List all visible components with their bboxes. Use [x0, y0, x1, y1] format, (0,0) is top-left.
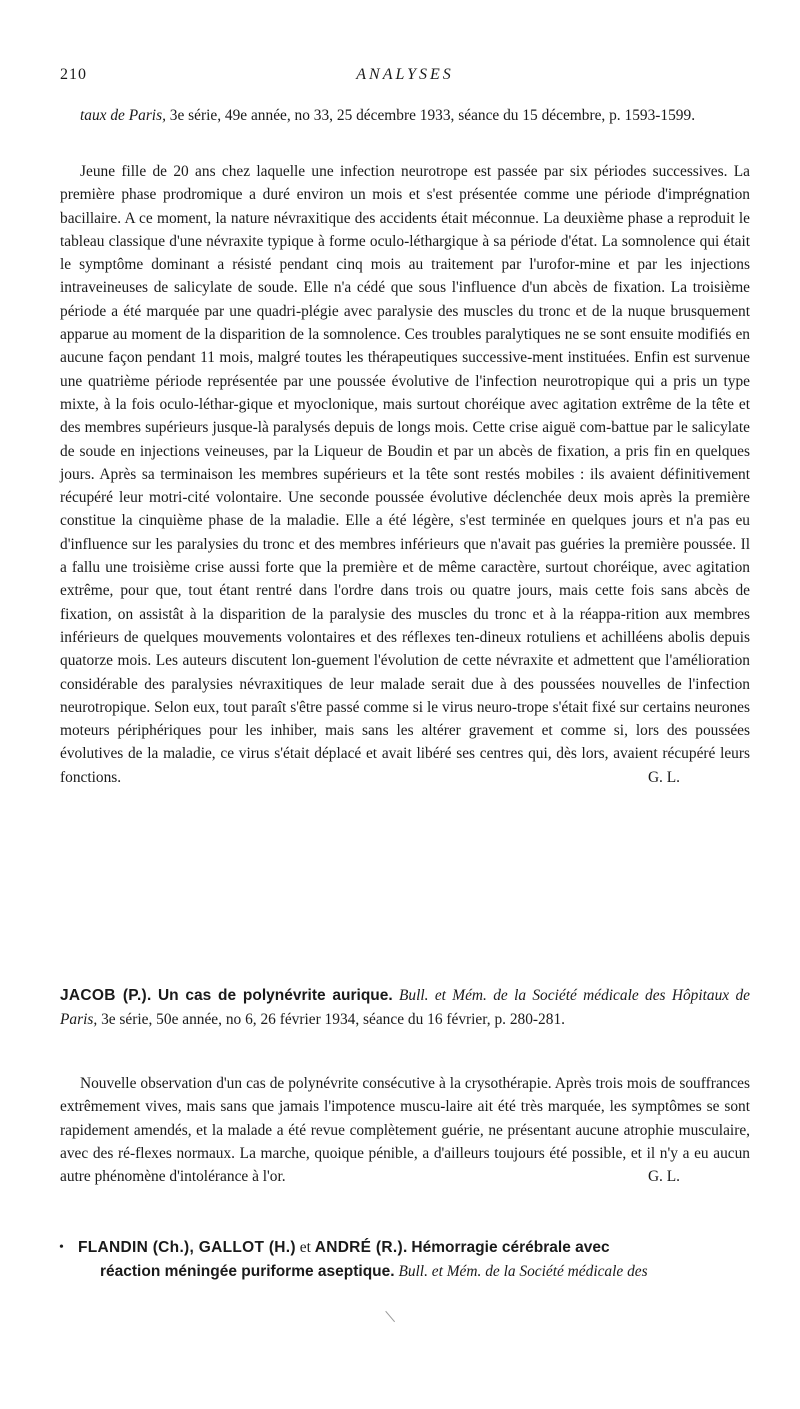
journal-tail: taux de Paris, [80, 107, 166, 124]
entry-title: Un cas de polynévrite aurique. [157, 987, 393, 1004]
entry-journal: Bull. et Mém. de la Société médicale des [398, 1262, 648, 1280]
entry-author: JACOB (P.). [60, 987, 152, 1004]
reference-details: 3e série, 49e année, no 33, 25 décembre 1933, séance du 15 décembre, [169, 107, 606, 124]
entry-connector: et [299, 1239, 311, 1256]
bullet-mark: • [59, 1240, 64, 1255]
running-head [60, 66, 750, 90]
abstract-paragraph-2 [60, 1072, 750, 1188]
header-title: ANALYSES [356, 66, 454, 83]
stray-pen-mark [385, 1302, 405, 1322]
entry-title-line1: Hémorragie cérébrale avec [411, 1239, 610, 1256]
entry-journal: Bull. et Mém. de la Société médicale des Hôpitaux de Paris, [60, 987, 750, 1028]
abstract-signature: G. L. [647, 768, 680, 786]
entry-authors: FLANDIN (Ch.), GALLOT (H.) [78, 1239, 296, 1256]
bibliographic-entry-flandin [60, 1236, 750, 1283]
continuation-reference [60, 104, 750, 127]
abstract-signature: G. L. [647, 1168, 680, 1186]
reference-pages: p. 1593-1599. [609, 107, 696, 124]
abstract-text: Nouvelle observation d'un cas de polynévrite consécutive à la crysothérapie. Après trois mois de souffrances extrêmement vives, mais sans que jamais l'impotence muscu-laire ait été très marquée, les symptômes se sont rapidement amendés, et la malade a été revue complètement guérie, ne présentant aucune atrophie musculaire, avec des ré-flexes normaux. La marche, quoique pénible, a d'ailleurs toujours été possible, et il n'y a eu aucun autre phénomène d'intolérance à l'or. [60, 1075, 750, 1186]
bibliographic-entry-jacob [60, 984, 750, 1031]
abstract-paragraph-1 [60, 160, 750, 789]
entry-title-line2: réaction méningée puriforme aseptique. [100, 1262, 395, 1280]
page-number: 210 [60, 66, 87, 83]
entry-details: 3e série, 50e année, no 6, 26 février 1934, séance du 16 février, p. 280-281. [101, 1010, 565, 1028]
abstract-text: Jeune fille de 20 ans chez laquelle une infection neurotrope est passée par six périodes successives. La première phase prodromique a duré environ un mois et s'est présentée comme une période d'imprégnation bacillaire. A ce moment, la nature névraxitique des accidents était méconnue. La deuxième phase a reproduit le tableau classique d'une névraxite typique à forme oculo-léthargique à sa période d'état. La somnolence qui était le symptôme dominant a résisté pendant cinq mois au traitement par l'urofor-mine et par les injections intraveineuses de salicylate de soude. Elle n'a cédé que sous l'influence d'un abcès de fixation. La troisième période a été marquée par une quadri-plégie avec paralysie des muscles du tronc et de la nuque brusquement apparue au moment de la disparition de la somnolence. Ces troubles paralytiques ne se sont ensuite modifiés en aucune façon pendant 11 mois, malgré toutes les thérapeutiques successive-ment instituées. Enfin est survenue une quatrième période représentée par une poussée évolutive de l'infection neurotropique qui a pris un type mixte, à la fois oculo-léthar-gique et myoclonique, mais surtout choréique avec agitation extrême de la tête et des membres supérieurs jusque-là paralysés depuis de longs mois. Cette crise aiguë com-battue par le salicylate de soude en injections veineuses, par la Liqueur de Boudin et par un abcès de fixation, a pris fin en quelques jours. Après sa terminaison les membres supérieurs et la tête sont restés mobiles : ils avaient définitivement récupéré leur motri-cité volontaire. Une seconde poussée évolutive déclenchée deux mois après la première constitue la cinquième phase de la maladie. Elle a été légère, s'est terminée en quelques jours et n'a pas eu d'influence sur les paralysies du tronc et des membres inférieurs que n'avait pas guéries la première poussée. Il a fallu une troisième crise aussi forte que la première et de même caractère, surtout choréique, avec agitation extrême, pour que, tout étant rentré dans l'ordre dans trois ou quatre jours, mais cette fois sans abcès de fixation, on assistât à la disparition de la paralysie des muscles du tronc et à la réappa-rition aux membres inférieurs de quelques mouvements volontaires et des réflexes ten-dineux rotuliens et achilléens abolis depuis quatorze mois. Les auteurs discutent lon-guement l'évolution de cette névraxite et admettent que l'amélioration considérable des paralysies névraxitiques de leur malade serait due à des poussées nouvelles de l'infection neurotropique. Selon eux, tout paraît s'être passé comme si le virus neuro-trope s'était fixé sur certains neurones moteurs périphériques pour les inhiber, mais sans les altérer gravement et comme si, lors des poussées évolutives de la maladie, ce virus s'était déplacé et avait libéré ses centres qui, dès lors, avaient récupéré leurs fonctions. [60, 163, 750, 786]
entry-author-last: ANDRÉ (R.). [314, 1239, 408, 1256]
